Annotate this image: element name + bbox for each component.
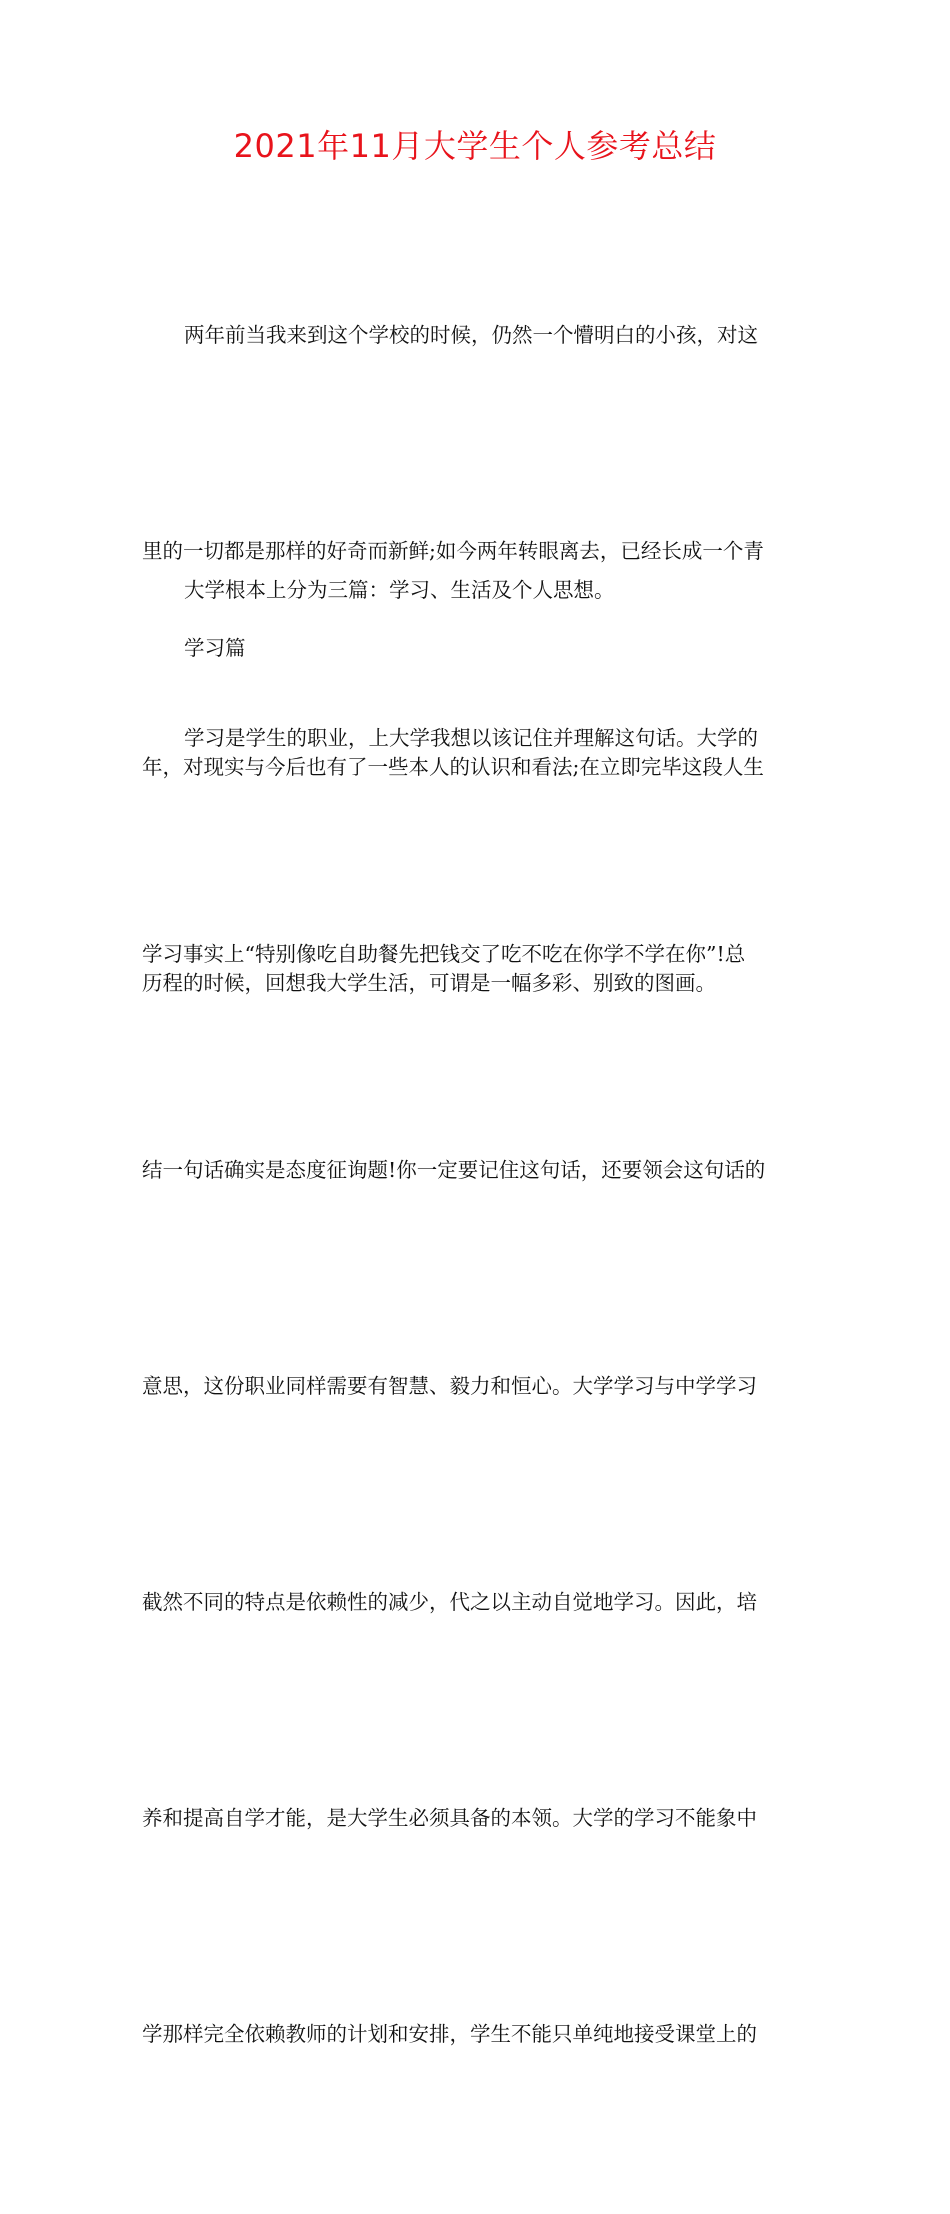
text-line: 里的一切都是那样的好奇而新鲜;如今两年转眼离去，已经长成一个青 (142, 539, 764, 563)
text-line: 年，对现实与今后也有了一些本人的认识和看法;在立即完毕这段人生 (142, 755, 764, 779)
text-line: 结一句话确实是态度征询题!你一定要记住这句话，还要领会这句话的 (142, 1158, 766, 1182)
paragraph-study (142, 558, 765, 2214)
text-line: 学那样完全依赖教师的计划和安排，学生不能只单纯地接受课堂上的 (142, 2022, 757, 2046)
text-line: 学习篇 (184, 636, 246, 660)
text-line: 历程的时候，回想我大学生活，可谓是一幅多彩、别致的图画。 (142, 971, 716, 995)
text-line: 养和提高自学才能，是大学生必须具备的本领。大学的学习不能象中 (142, 1806, 757, 1830)
text-line: 学习事实上“特别像吃自助餐先把钱交了吃不吃在你学不学在你”!总 (142, 942, 746, 966)
text-line: 意思，这份职业同样需要有智慧、毅力和恒心。大学学习与中学学习 (142, 1374, 757, 1398)
text-line: 截然不同的特点是依赖性的减少，代之以主动自觉地学习。因此，培 (142, 1590, 757, 1614)
document-title: 2021年11月大学生个人参考总结 (233, 127, 717, 165)
text-line: 两年前当我来到这个学校的时候，仍然一个懵明白的小孩，对这 (184, 323, 758, 347)
text-line: 大学根本上分为三篇：学习、生活及个人思想。 (184, 578, 615, 602)
text-line: 学习是学生的职业，上大学我想以该记住并理解这句话。大学的 (184, 726, 758, 750)
